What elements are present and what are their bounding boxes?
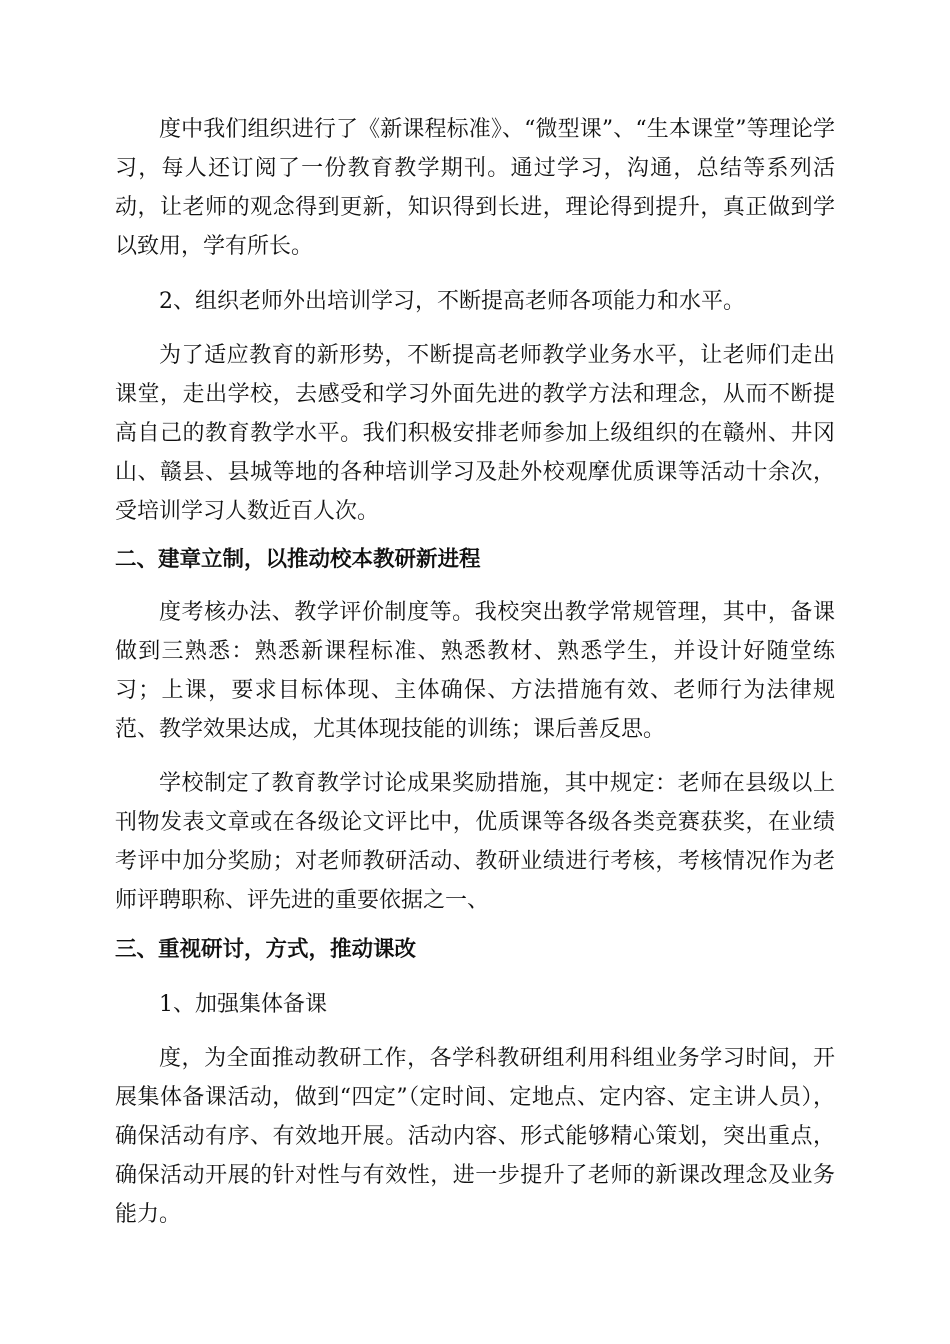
section-heading-3: 三、重视研讨，方式，推动课改 — [115, 937, 417, 962]
paragraph-theory-study: 度中我们组织进行了《新课程标准》、“微型课”、“生本课堂”等理论学习，每人还订阅了一份教育教学期刊。通过学习，沟通，总结等系列活动，让老师的观念得到更新，知识得到长进，理论得到提升，真正做到学以致用，学有所长。 — [115, 117, 835, 259]
paragraph-routine-management: 度考核办法、教学评价制度等。我校突出教学常规管理，其中，备课做到三熟悉：熟悉新课程标准、熟悉教材、熟悉学生，并设计好随堂练习；上课，要求目标体现、主体确保、方法措施有效、老师行为法律规范、教学效果达成，尤其体现技能的训练；课后善反思。 — [115, 600, 835, 742]
paragraph-training-point: 2、组织老师外出培训学习，不断提高老师各项能力和水平。 — [159, 289, 745, 314]
paragraph-collective-prep-point: 1、加强集体备课 — [159, 992, 327, 1017]
section-heading-2: 二、建章立制，以推动校本教研新进程 — [115, 547, 481, 572]
paragraph-reward-measures: 学校制定了教育教学讨论成果奖励措施，其中规定：老师在县级以上刊物发表文章或在各级论文评比中，优质课等各级各类竞赛获奖，在业绩考评中加分奖励；对老师教研活动、教研业绩进行考核，考核情况作为老师评聘职称、评先进的重要依据之一、 — [115, 771, 835, 913]
paragraph-collective-prep-detail: 度，为全面推动教研工作，各学科教研组利用科组业务学习时间，开展集体备课活动，做到“四定”（定时间、定地点、定内容、定主讲人员），确保活动有序、有效地开展。活动内容、形式能够精心策划，突出重点，确保活动开展的针对性与有效性，进一步提升了老师的新课改理念及业务能力。 — [115, 1046, 835, 1227]
paragraph-training-detail: 为了适应教育的新形势，不断提高老师教学业务水平，让老师们走出课堂，走出学校，去感受和学习外面先进的教学方法和理念，从而不断提高自己的教育教学水平。我们积极安排老师参加上级组织的在赣州、井冈山、赣县、县城等地的各种培训学习及赴外校观摩优质课等活动十余次，受培训学习人数近百人次。 — [115, 343, 835, 524]
